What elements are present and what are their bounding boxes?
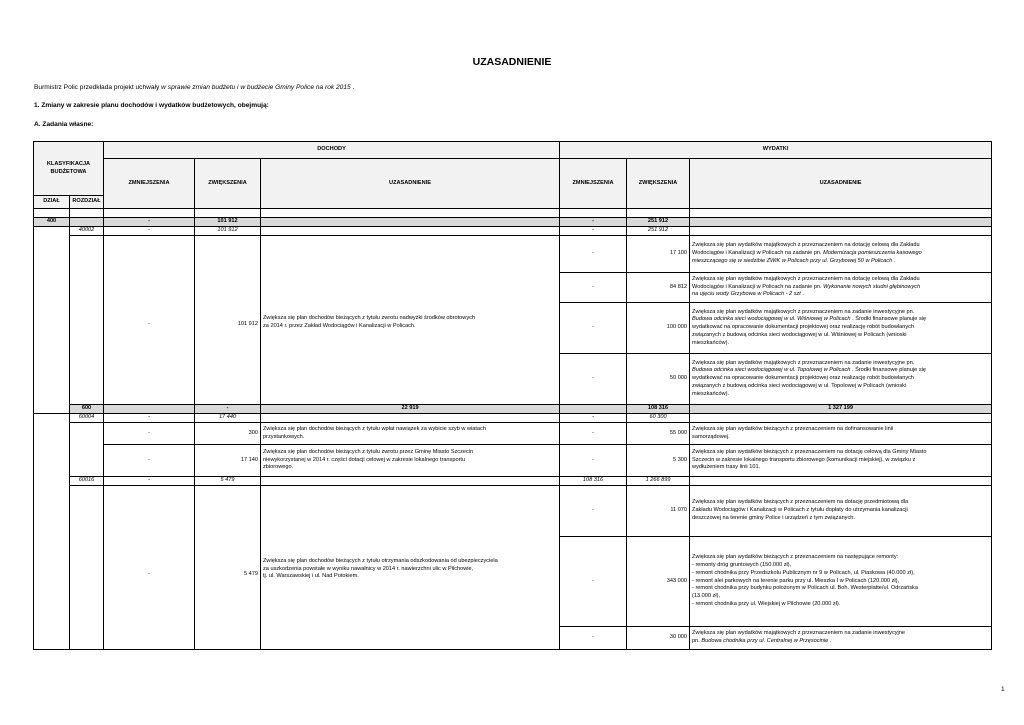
- text-line: wydatkować na opracowanie dokumentacji projektowej oraz realizację robót budowlanych: [692, 324, 915, 331]
- income-justification: [261, 486, 560, 650]
- header-klasyfikacja: KLASYFIKACJA BUDŻETOWA: [34, 142, 104, 196]
- value-cell: 50 000: [627, 354, 690, 405]
- value-cell: -: [560, 486, 627, 537]
- text-line: Zwiększa się plan dochodów bieżących z tytułu otrzymania odszkodowania od ubezpieczyciela: [263, 557, 498, 564]
- value-cell: -: [560, 354, 627, 405]
- text-part: . Środki finansowe planuje się: [850, 316, 927, 323]
- text-line: deszczowej na terenie gminy Police i urządzeń z tym związanych.: [692, 514, 855, 521]
- text-line: [692, 291, 989, 299]
- intro-suffix: .: [350, 84, 355, 91]
- value-cell: -: [560, 627, 627, 650]
- text-line: - remont alei parkowych na terenie parku przy ul. Mieszka I w Policach (120.000 zł),: [692, 577, 900, 584]
- value-cell: -: [560, 236, 627, 273]
- text-line: Zwiększa się plan wydatków bieżących z przeznaczeniem na dotację celową dla Gminy Miasto: [692, 448, 927, 455]
- value-cell: 17 100: [627, 236, 690, 273]
- text-line: (13.000 zł),: [692, 593, 721, 600]
- text-part: .: [892, 257, 896, 264]
- value-cell: -: [104, 445, 195, 477]
- text-line: Zwiększa się plan wydatków majątkowych z przeznaczeniem na dotację celową dla Zakładu: [692, 275, 920, 282]
- expense-justification: [690, 236, 992, 273]
- text-part: Wykonanie nowych studni głębinowych: [823, 283, 921, 290]
- expense-justification: [690, 273, 992, 303]
- dzial-cell: 400: [34, 218, 70, 227]
- text-part: na ujęciu wody Grzybowa w Policach - 2 szt: [692, 291, 801, 298]
- text-line: [692, 367, 989, 375]
- value-cell: 5 300: [627, 445, 690, 477]
- text-line: Zwiększa się plan dochodów bieżących z tytułu wpłat nawiązek za wybicie szyb w wiatach: [263, 425, 486, 432]
- value-cell: 5 479: [195, 486, 261, 650]
- text-line: - remont chodnika przy Przedszkolu Publicznym nr 9 w Policach, ul. Piaskowa (40.000 zł),: [692, 569, 915, 576]
- value-cell: 60 300: [627, 414, 690, 423]
- text-line: Zwiększa się plan wydatków majątkowych z przeznaczeniem na zadanie inwestycyjne pn.: [692, 359, 915, 366]
- table-row: [34, 486, 992, 537]
- header-w-uzasadnienie: UZASADNIENIE: [690, 159, 992, 209]
- text-line: Zwiększa się plan wydatków majątkowych z przeznaczeniem na zadanie inwestycyjne pn.: [692, 308, 915, 315]
- text-line: wydatkować na opracowanie dokumentacji projektowej oraz realizację robót budowlanych: [692, 375, 915, 382]
- text-line: Szczecin w zakresie lokalnego transportu zbiorowego (komunikacji miejskiej), w związku z: [692, 456, 916, 463]
- value-cell: -: [104, 218, 195, 227]
- text-line: wydłużeniem trasy linii 101.: [692, 464, 761, 471]
- value-cell: 5 479: [195, 477, 261, 486]
- page-number: 1: [1001, 686, 1005, 693]
- text-part: .: [800, 291, 804, 298]
- value-cell: 251 912: [627, 218, 690, 227]
- expense-justification: [690, 354, 992, 405]
- value-cell: 101 912: [195, 236, 261, 405]
- text-part: Budowa odcinka sieci wodociągowej w ul. Wiśniowej w Policach: [692, 316, 851, 323]
- table-row: [34, 414, 992, 423]
- table-row: [34, 236, 992, 273]
- income-justification: [261, 445, 560, 477]
- section-heading-1: 1. Zmiany w zakresie planu dochodów i wydatków budżetowych, obejmują:: [34, 102, 269, 109]
- header-rozdzial: ROZDZIAŁ: [70, 196, 104, 209]
- value-cell: 1 327 199: [690, 405, 992, 414]
- value-cell: 11 070: [627, 486, 690, 537]
- text-line: Zwiększa się plan dochodów bieżących z tytułu zwrotu nadwyżki środków obrotowych: [263, 315, 476, 322]
- header-d-zwiekszenia: ZWIĘKSZENIA: [195, 159, 261, 209]
- text-part: mieszczącego się w siedzibie ZWiK w Policach przy ul. Grzybowej 50 w Policach: [692, 257, 893, 264]
- dzial-cell: 600: [70, 405, 104, 414]
- expense-justification: [690, 486, 992, 537]
- value-cell: -: [560, 445, 627, 477]
- text-part: . Środki finansowe planuje się: [850, 367, 926, 374]
- budget-table: [33, 141, 992, 650]
- section-heading-2: A. Zadania własne:: [34, 121, 94, 128]
- value-cell: 22 919: [261, 405, 560, 414]
- value-cell: -: [104, 477, 195, 486]
- text-part: Wodociągów i Kanalizacji w Policach na zadanie pn.: [692, 250, 824, 257]
- value-cell: 101 912: [195, 218, 261, 227]
- text-line: Zwiększa się plan wydatków majątkowych z przeznaczeniem na dotację celową dla Zakładu: [692, 242, 920, 249]
- value-cell: 1 266 899: [627, 477, 690, 486]
- table-row: [34, 227, 992, 236]
- text-line: Zwiększa się plan wydatków majątkowych z przeznaczeniem na zadanie inwestycyjne: [692, 630, 906, 637]
- intro-prefix: Burmistrz Polic przedkłada projekt uchwały: [34, 84, 162, 91]
- header-d-uzasadnienie: UZASADNIENIE: [261, 159, 560, 209]
- text-line: [692, 284, 989, 292]
- text-line: Zwiększa się plan wydatków bieżących z przeznaczeniem na następujące remonty:: [692, 554, 899, 561]
- text-line: za 2014 r. przez Zakład Wodociągów i Kanalizacji w Policach.: [263, 323, 416, 329]
- value-cell: 55 000: [627, 423, 690, 445]
- rozdzial-cell: 40002: [70, 227, 104, 236]
- header-dochody: DOCHODY: [104, 142, 560, 159]
- value-cell: -: [560, 414, 627, 423]
- value-cell: -: [560, 537, 627, 627]
- value-cell: 17 140: [195, 445, 261, 477]
- text-line: [692, 316, 989, 324]
- text-line: Zakładu Wodociągów i Kanalizacji w Policach z tytułu dopłaty do utrzymania kanalizacji: [692, 507, 908, 514]
- text-line: tj. ul. Warszawskiej i ul. Nad Potokiem.: [263, 573, 359, 580]
- text-line: niewykorzystanej w 2014 r. części dotacji celowej w zakresie lokalnego transportu: [263, 456, 466, 463]
- expense-justification: [690, 627, 992, 650]
- text-line: [692, 250, 989, 258]
- table-row: [34, 423, 992, 445]
- expense-justification: [690, 537, 992, 627]
- intro-text: [34, 84, 354, 91]
- text-part: pn.: [692, 638, 702, 644]
- text-line: [692, 258, 989, 266]
- value-cell: 30 000: [627, 627, 690, 650]
- value-cell: -: [104, 414, 195, 423]
- rozdzial-cell: 60004: [70, 414, 104, 423]
- value-cell: -: [104, 486, 195, 650]
- value-cell: 100 000: [627, 303, 690, 354]
- text-line: związanych z budową odcinka sieci wodociągowej w ul. Topolowej w Policach (wnioski: [692, 382, 907, 389]
- expense-justification: [690, 445, 992, 477]
- value-cell: -: [195, 405, 261, 414]
- value-cell: 251 912: [627, 227, 690, 236]
- value-cell: -: [560, 423, 627, 445]
- value-cell: -: [560, 303, 627, 354]
- expense-justification: [690, 423, 992, 445]
- header-wydatki: WYDATKI: [560, 142, 992, 159]
- text-part: Budowa chodnika przy ul. Centralnej w Przęsocinie: [701, 638, 829, 644]
- header-w-zwiekszenia: ZWIĘKSZENIA: [627, 159, 690, 209]
- text-line: związanych z budową odcinka sieci wodociągowej w ul. Wiśniowej w Policach (wnioski: [692, 331, 907, 338]
- header-dzial: DZIAŁ: [34, 196, 70, 209]
- table-row: [34, 477, 992, 486]
- table-row: [34, 445, 992, 477]
- value-cell: 343 000: [627, 537, 690, 627]
- text-part: Budowa odcinka sieci wodociągowej w ul. Topolowej w Policach: [692, 367, 851, 374]
- rozdzial-cell: 60016: [70, 477, 104, 486]
- text-line: mieszkańców).: [692, 390, 730, 397]
- value-cell: -: [560, 273, 627, 303]
- header-d-zmniejszenia: ZMNIEJSZENIA: [104, 159, 195, 209]
- text-line: [692, 638, 989, 646]
- text-line: przystankowych.: [263, 433, 305, 440]
- text-line: - remont chodnika przy budynku położonym w Policach ul. Boh. Westerplatte/ul. Odrzańska: [692, 585, 918, 592]
- intro-italic: w sprawie zmian budżetu i w budżecie Gminy Police na rok 2015: [161, 84, 351, 91]
- text-line: zbiorowego.: [263, 464, 294, 471]
- value-cell: 300: [195, 423, 261, 445]
- value-cell: -: [104, 236, 195, 405]
- text-line: - remonty dróg gruntowych (150.000 zł),: [692, 562, 792, 569]
- value-cell: -: [104, 423, 195, 445]
- text-part: Wodociągów i Kanalizacji w Policach na zadanie pn.: [692, 283, 824, 290]
- value-cell: 108 316: [627, 405, 690, 414]
- table-row: [34, 218, 992, 227]
- header-w-zmniejszenia: ZMNIEJSZENIA: [560, 159, 627, 209]
- value-cell: -: [560, 218, 627, 227]
- value-cell: 108 316: [560, 477, 627, 486]
- text-line: samorządowej.: [692, 433, 730, 440]
- income-justification: [261, 236, 560, 405]
- text-part: Modernizacja pomieszczenia kasowego: [823, 250, 922, 257]
- value-cell: 84 812: [627, 273, 690, 303]
- expense-justification: [690, 303, 992, 354]
- text-line: Zwiększa się plan wydatków bieżących z przeznaczeniem na dofinansowanie linii: [692, 425, 894, 432]
- value-cell: 17 440: [195, 414, 261, 423]
- value-cell: -: [560, 227, 627, 236]
- text-line: Zwiększa się plan wydatków bieżących z przeznaczeniem na dotację przedmiotową dla: [692, 499, 909, 506]
- text-part: .: [828, 638, 832, 644]
- text-line: za uszkodzenia powstałe w wyniku nawałnicy w 2014 r. nawierzchni ulic w Pilchowie,: [263, 565, 474, 572]
- text-line: mieszkańców).: [692, 339, 730, 346]
- page-title: UZASADNIENIE: [472, 56, 552, 68]
- table-row: [34, 405, 992, 414]
- income-justification: [261, 423, 560, 445]
- value-cell: 101 912: [195, 227, 261, 236]
- text-line: - remont chodnika przy ul. Wiejskiej w Pilchowie (20.000 zł).: [692, 600, 841, 607]
- value-cell: -: [104, 227, 195, 236]
- text-line: Zwiększa się plan dochodów bieżących z tytułu zwrotu przez Gminę Miasto Szczecin: [263, 448, 474, 455]
